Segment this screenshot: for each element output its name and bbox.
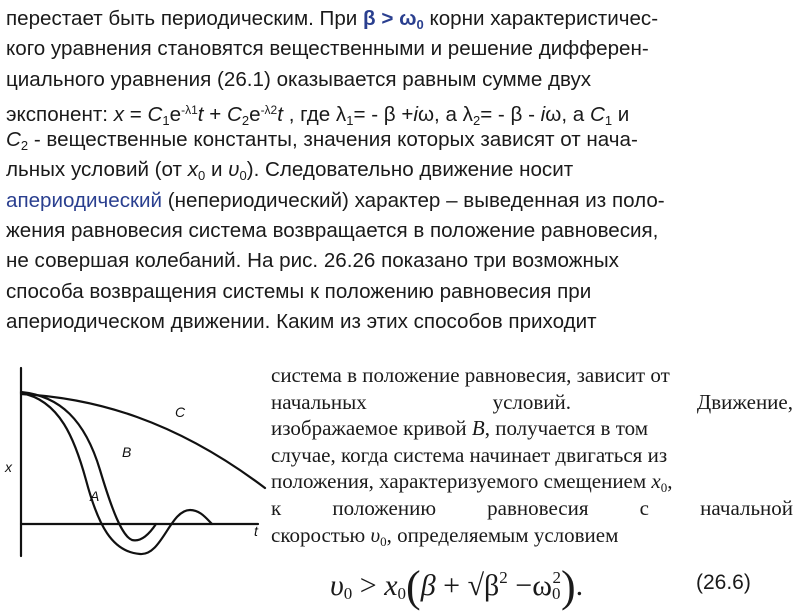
term-aperiodic-link[interactable]: апериодический — [6, 188, 163, 212]
curve-label-c: C — [175, 404, 186, 420]
math-i: i — [413, 102, 418, 126]
text-line: апериодическом движении. Каким из этих способов приходит — [6, 309, 597, 333]
math-e: e — [169, 102, 182, 126]
text-fragment: перестает быть периодическим. При — [6, 7, 364, 30]
text-line: циального уравнения (26.1) оказывается равным сумме двух — [6, 67, 592, 91]
math-c2: C — [226, 102, 242, 126]
aperiodic-motion-figure — [0, 360, 268, 570]
math-sub: 1 — [604, 112, 613, 128]
text-line — [6, 4, 782, 34]
text-fragment: , получается в том — [484, 416, 648, 441]
text-line: система в положение равновесия, зависит от — [271, 363, 670, 387]
condition-omega-sub: 0 — [416, 17, 424, 32]
math-sub: 2 — [20, 138, 29, 154]
text-line: к положению равновесия с начальной — [271, 495, 793, 520]
math-sub: 0 — [551, 584, 561, 603]
math-plus: + — [203, 102, 227, 126]
text-fragment: корни характеристичес- — [423, 7, 659, 30]
condition-omega: ω — [399, 7, 417, 30]
text-fragment: ω, а λ — [417, 102, 473, 126]
math-exponent: -λ2 — [260, 102, 278, 117]
figure-svg — [0, 360, 268, 570]
text-fragment: изображаемое кривой — [271, 416, 472, 441]
math-sub: 1 — [346, 112, 354, 128]
condition-gt: > — [375, 7, 400, 30]
math-t: t — [197, 102, 204, 126]
math-e: e — [249, 102, 261, 126]
text-line: жения равновесия система возвращается в положение равновесия, — [6, 219, 659, 243]
text-fragment: экспонент: — [6, 102, 114, 126]
text-line — [6, 95, 782, 128]
math-paren: ( — [406, 562, 421, 611]
text-fragment: , — [667, 469, 673, 494]
math-sub: 2 — [241, 112, 250, 128]
math-sub: 0 — [380, 533, 387, 549]
text-line: способа возвращения системы к положению равновесия при — [6, 279, 592, 303]
math-plus: + — [435, 569, 468, 602]
math-x0: x — [384, 569, 398, 602]
math-sub: 0 — [197, 168, 206, 184]
math-sub: 0 — [660, 480, 668, 496]
text-fragment: ). Следовательно движение носит — [246, 158, 574, 182]
text-fragment: положения, характеризуемого смещением — [271, 469, 652, 494]
condition-formula — [330, 556, 650, 611]
math-sub: 0 — [239, 168, 247, 184]
math-v0: υ — [330, 569, 344, 602]
math-sub: 0 — [343, 584, 353, 603]
math-eq: = — [124, 102, 148, 126]
text-fragment: ω, а — [545, 102, 590, 126]
condition-beta: β — [363, 7, 376, 30]
curve-c — [21, 394, 265, 488]
math-c2: C — [6, 128, 21, 152]
curve-label-a: A — [90, 488, 100, 504]
math-gt: > — [352, 569, 385, 602]
math-sqrt-beta: √β — [467, 569, 500, 602]
text-line — [271, 522, 793, 549]
math-x: x — [113, 102, 125, 126]
text-fragment: , где λ — [282, 102, 347, 126]
math-beta: β — [420, 569, 436, 602]
math-minus: − — [507, 569, 533, 602]
text-line: кого уравнения становятся вещественными и решение дифферен- — [6, 37, 649, 61]
equation-number: (26.6) — [696, 571, 751, 594]
math-v0: υ — [370, 522, 381, 547]
math-v0: υ — [228, 158, 240, 182]
math-i: i — [540, 102, 546, 126]
math-sup: 2 — [552, 568, 561, 587]
text-fragment: - вещественные константы, значения которых зависят от нача- — [28, 128, 638, 152]
math-sub: 1 — [162, 112, 170, 128]
math-x0: x — [187, 158, 198, 182]
text-line — [6, 155, 782, 185]
text-line — [6, 186, 782, 216]
curve-b — [21, 392, 156, 540]
right-column-text — [271, 362, 793, 548]
math-sup: 2 — [499, 568, 508, 587]
main-paragraph — [6, 4, 782, 337]
math-x0: x — [651, 469, 661, 494]
math-sub: 2 — [472, 112, 481, 128]
text-fragment: и — [612, 102, 630, 126]
text-line — [6, 125, 782, 155]
math-sub: 0 — [397, 584, 407, 603]
math-period: . — [575, 569, 584, 602]
text-fragment: и — [205, 158, 229, 182]
math-b: B — [471, 416, 485, 441]
math-c1: C — [589, 102, 605, 126]
math-t: t — [277, 102, 283, 126]
text-fragment: = - β - — [480, 102, 541, 126]
text-line — [271, 415, 793, 442]
curve-label-b: B — [122, 444, 132, 460]
math-omega: ω — [532, 569, 552, 602]
t-axis-label: t — [254, 523, 258, 539]
math-c1: C — [147, 102, 163, 126]
y-axis-label: x — [5, 459, 12, 475]
text-fragment: скоростью — [271, 522, 371, 547]
text-fragment: льных условий (от — [6, 158, 188, 182]
text-line: случае, когда система начинает двигаться из — [271, 442, 668, 467]
math-exponent: -λ1 — [181, 102, 198, 117]
text-line: начальных условий. Движение, — [271, 389, 793, 414]
text-fragment: , определяемым условием — [386, 522, 619, 547]
math-paren: ) — [560, 562, 576, 611]
text-line — [271, 468, 793, 495]
text-line: не совершая колебаний. На рис. 26.26 показано три возможных — [6, 249, 619, 273]
text-fragment: (непериодический) характер – выведенная из поло- — [162, 188, 665, 212]
text-fragment: = - β + — [353, 102, 414, 126]
